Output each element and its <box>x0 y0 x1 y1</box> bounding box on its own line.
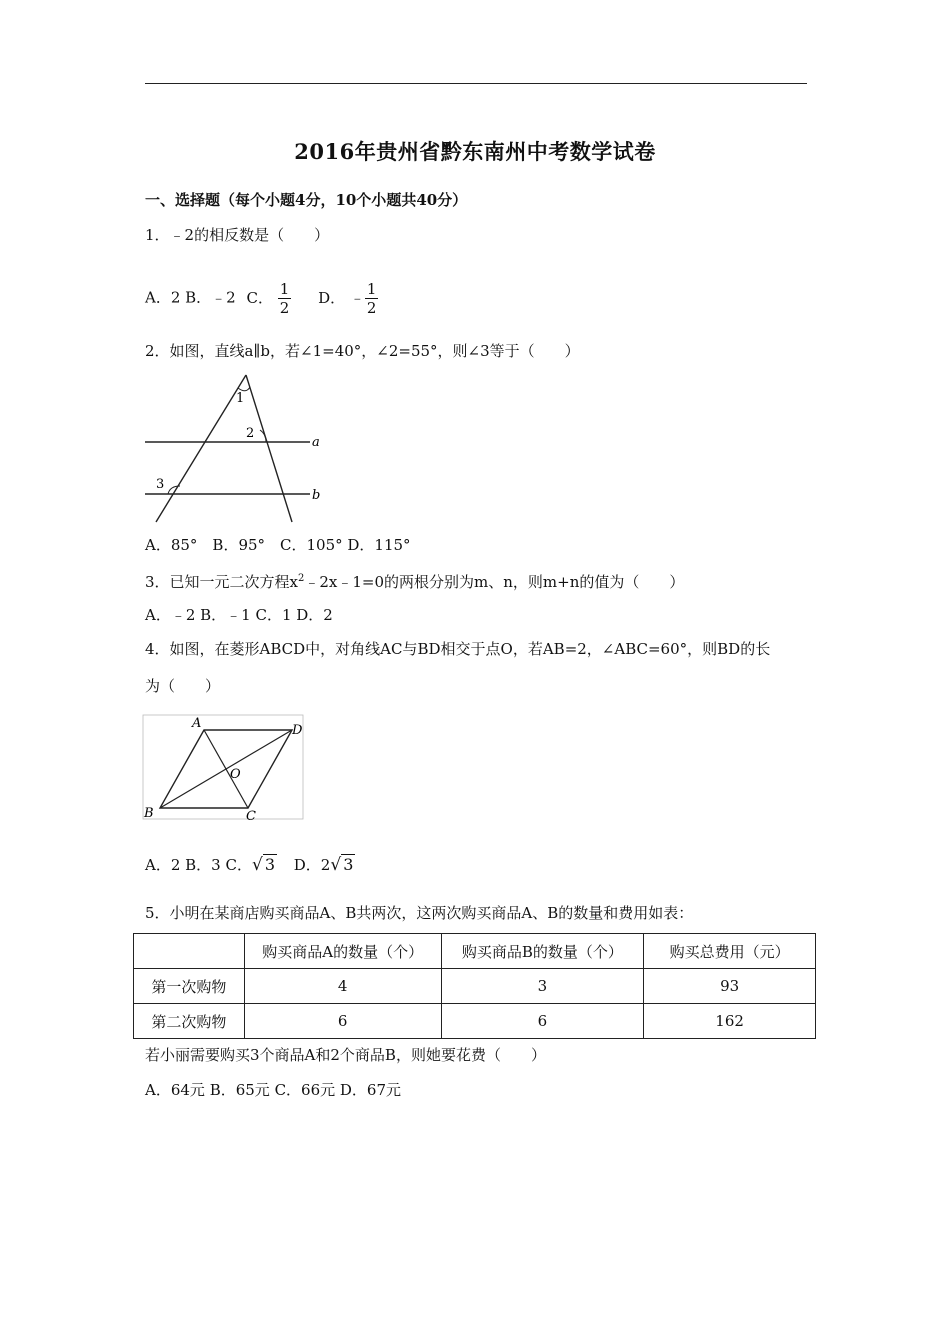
table-cell: 4 <box>244 969 441 1004</box>
q1-options <box>145 280 378 317</box>
angle-3-label: 3 <box>156 477 165 492</box>
vertex-b-label: B <box>144 806 154 821</box>
table-cell: 6 <box>244 1004 441 1039</box>
q1-stem: 1．﹣2的相反数是（ ） <box>145 226 330 244</box>
center-o-label: O <box>230 767 241 782</box>
q4-stem-line2: 为（ ） <box>145 677 221 695</box>
q1-c-numerator: 1 <box>279 280 290 298</box>
q1-d-minus: ﹣ <box>349 288 365 307</box>
q5-stem: 5．小明在某商店购买商品A、B共两次，这两次购买商品A、B的数量和费用如表： <box>145 904 694 922</box>
q1-option-c-label: C． <box>246 288 273 307</box>
table-header-row <box>134 934 816 969</box>
q3-stem <box>145 569 684 592</box>
table-cell: 第一次购物 <box>134 969 245 1004</box>
line-a-label: a <box>312 435 320 450</box>
q2-figure <box>140 370 330 525</box>
q3-stem-pre: 3．已知一元二次方程x <box>145 573 299 591</box>
vertex-c-label: C <box>246 809 256 824</box>
table-cell: 162 <box>644 1004 816 1039</box>
table-header-cell: 购买总费用（元） <box>644 934 816 969</box>
q1-option-c-fraction <box>278 280 292 317</box>
table-row <box>134 969 816 1004</box>
q1-option-ab: A．2 B．﹣2 <box>145 288 236 307</box>
q1-c-denominator: 2 <box>279 299 290 317</box>
vertex-a-label: A <box>192 716 202 731</box>
q1-d-denominator: 2 <box>366 299 377 317</box>
section-heading: 一、选择题（每个小题4分，10个小题共40分） <box>145 191 468 209</box>
q3-stem-post: ﹣2x﹣1=0的两根分别为m、n，则m+n的值为（ ） <box>304 573 685 591</box>
angle-1-label: 1 <box>236 391 245 406</box>
q4-options <box>145 855 355 875</box>
q1-option-d-fraction <box>365 280 379 317</box>
table-header-cell: 购买商品B的数量（个） <box>441 934 644 969</box>
angle-2-arc <box>260 430 266 442</box>
q4-option-c-sqrt: √ 3 <box>251 855 275 875</box>
diagonal-bd <box>160 730 292 808</box>
q5-data-table <box>133 933 816 1039</box>
angle-2-label: 2 <box>246 426 255 441</box>
q4-option-d-sqrt: √ 3 <box>330 855 354 875</box>
q4-c-radicand: 3 <box>264 855 275 874</box>
q1-d-numerator: 1 <box>366 280 377 298</box>
header-rule <box>145 83 807 84</box>
q4-stem-line1: 4．如图，在菱形ABCD中，对角线AC与BD相交于点O，若AB=2，∠ABC=60°，则BD的长 <box>145 640 771 658</box>
table-cell: 3 <box>441 969 644 1004</box>
transversal-left <box>156 375 246 522</box>
table-cell: 第二次购物 <box>134 1004 245 1039</box>
transversal-right <box>246 375 292 522</box>
q1-option-d-label: D． <box>318 288 346 307</box>
exam-title: 2016年贵州省黔东南州中考数学试卷 <box>294 139 656 164</box>
table-row <box>134 1004 816 1039</box>
q4-option-abc: A．2 B．3 C． <box>145 856 252 874</box>
q4-figure <box>140 712 308 824</box>
vertex-d-label: D <box>292 723 303 738</box>
table-header-cell <box>134 934 245 969</box>
table-cell: 6 <box>441 1004 644 1039</box>
q4-option-d-label: D．2 <box>293 856 331 874</box>
q4-d-radicand: 3 <box>343 855 354 874</box>
q5-options: A．64元 B．65元 C．66元 D．67元 <box>145 1081 402 1099</box>
q2-stem: 2．如图，直线a∥b，若∠1=40°，∠2=55°，则∠3等于（ ） <box>145 342 580 360</box>
line-b-label: b <box>312 488 321 503</box>
q5-question: 若小丽需要购买3个商品A和2个商品B，则她要花费（ ） <box>145 1046 546 1064</box>
q3-options: A．﹣2 B．﹣1 C．1 D．2 <box>145 606 333 624</box>
q2-options: A．85° B．95° C．105° D．115° <box>145 536 411 554</box>
table-cell: 93 <box>644 969 816 1004</box>
q3-exponent: 2 <box>298 573 305 584</box>
table-header-cell: 购买商品A的数量（个） <box>244 934 441 969</box>
